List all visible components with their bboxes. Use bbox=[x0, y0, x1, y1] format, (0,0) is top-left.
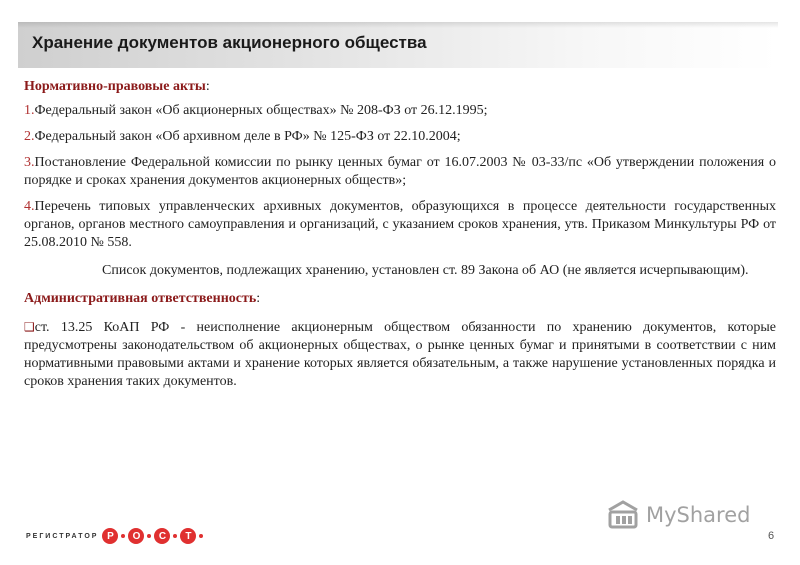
section1-heading-line bbox=[24, 78, 776, 96]
section1-heading-colon: : bbox=[205, 79, 210, 94]
page-title: Хранение документов акционерного общества bbox=[32, 33, 427, 52]
section2-heading-colon: : bbox=[256, 291, 261, 306]
liability-bullet bbox=[24, 318, 776, 391]
list-item-text: Федеральный закон «Об акционерных обществах» № 208-ФЗ от 26.12.1995; bbox=[34, 103, 488, 118]
rost-letter: О bbox=[128, 528, 144, 544]
rost-dot bbox=[147, 534, 151, 538]
page-number: 6 bbox=[768, 530, 775, 542]
rost-dot bbox=[173, 534, 177, 538]
rost-dot bbox=[121, 534, 125, 538]
list-item-text: Перечень типовых управленческих архивных документов, образующихся в процессе деятельности государственных органов, органов местного самоуправления и организаций, с указанием сроков хранения, утв. Приказом Минкультуры РФ от 25.08.2010 № 558. bbox=[24, 199, 776, 250]
checkbox-icon: ❑ bbox=[24, 320, 35, 334]
content-body bbox=[24, 78, 776, 391]
list-item-text: Постановление Федеральной комиссии по рынку ценных бумаг от 16.07.2003 № 03-33/пс «Об утверждении положения о порядке и сроках хранения документов акционерных обществ»; bbox=[24, 155, 776, 188]
section2-heading-line bbox=[24, 290, 776, 308]
list-item-text: Федеральный закон «Об архивном деле в РФ» № 125-ФЗ от 22.10.2004; bbox=[34, 129, 461, 144]
myshared-watermark bbox=[606, 500, 750, 530]
registrar-text: РЕГИСТРАТОР bbox=[26, 532, 99, 540]
rost-dot bbox=[199, 534, 203, 538]
liability-text: ст. 13.25 КоАП РФ - неисполнение акционерным обществом обязанности по хранению документов, которые предусмотрены законодательством об акционерных обществах, о рынке ценных бумаг и принятыми в соответствии с ним нормативными правовыми актами и хранение которых является обязательным, а также нарушение установленных порядка и сроков хранения таких документов. bbox=[24, 320, 776, 389]
watermark-text: MyShared bbox=[646, 503, 751, 527]
rost-letter: С bbox=[154, 528, 170, 544]
title-bar-shade bbox=[18, 22, 778, 28]
list-item-number: 1. bbox=[24, 103, 35, 118]
myshared-logo-icon bbox=[606, 500, 640, 530]
rost-letter: Р bbox=[102, 528, 118, 544]
list-item-number: 4. bbox=[24, 199, 35, 214]
registrar-rost-logo bbox=[26, 528, 206, 544]
rost-letter: Т bbox=[180, 528, 196, 544]
section2-heading: Административная ответственность bbox=[24, 291, 257, 306]
documents-note: Список документов, подлежащих хранению, установлен ст. 89 Закона об АО (не является исчерпывающим). bbox=[102, 263, 749, 278]
list-item bbox=[24, 102, 776, 120]
list-item bbox=[24, 198, 776, 252]
list-item-number: 3. bbox=[24, 155, 35, 170]
list-item-number: 2. bbox=[24, 129, 35, 144]
list-item bbox=[24, 154, 776, 190]
section1-heading: Нормативно-правовые акты bbox=[24, 79, 206, 94]
list-item bbox=[24, 128, 776, 146]
